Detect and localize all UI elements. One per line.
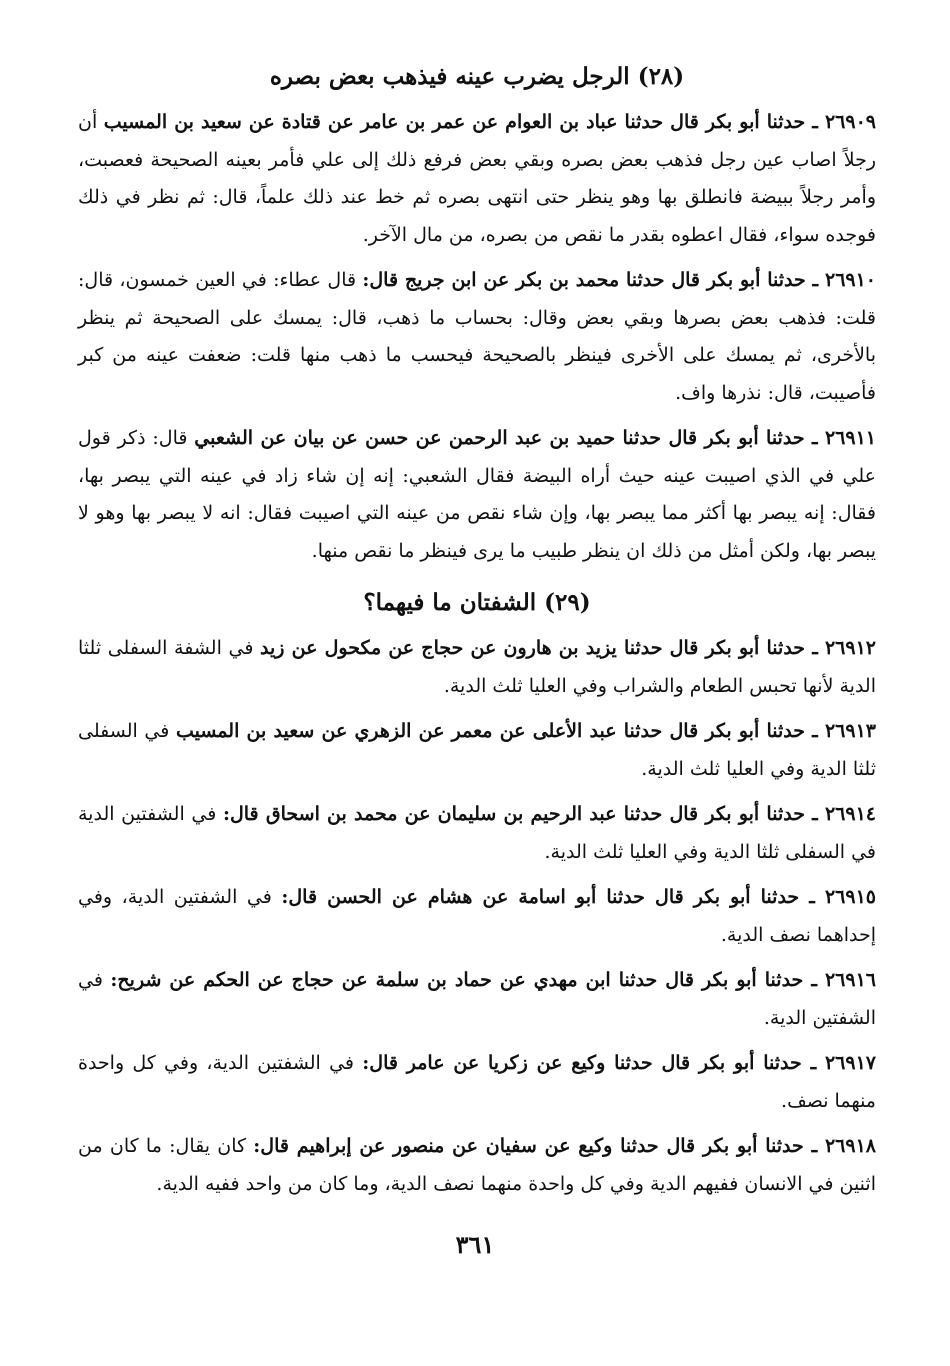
hadith-entry (78, 796, 876, 871)
hadith-entry (78, 879, 876, 954)
hadith-entry (78, 962, 876, 1037)
entry-text: في الشفتين الدية، وفي كل واحدة منهما نصف. (78, 1052, 876, 1112)
hadith-entry (78, 1128, 876, 1203)
page-number: ٣٦١ (455, 1230, 495, 1259)
entry-text: أن رجلاً اصاب عين رجل فذهب بعض بصره وبقي بعض فرفع ذلك إلى علي فأمر بعينه الصحيحة فعصبت، وأمر رجلاً ببيضة فانطلق بها وهو ينظر حتى انتهى بصره ثم خط عند ذلك علماً، قال: ثم نظر في ذلك فوجده سواء، فقال اعطوه بقدر ما نقص من بصره، من مال الآخر. (78, 111, 876, 246)
entry-text: في الشفتين الدية في السفلى ثلثا الدية وفي العليا ثلث الدية. (78, 803, 876, 863)
hadith-entry (78, 420, 876, 570)
hadith-entry (78, 630, 876, 705)
hadith-entry (78, 262, 876, 412)
entry-chain: ـ حدثنا أبو بكر قال حدثنا أبو اسامة عن هشام عن الحسن قال: (281, 886, 825, 908)
entry-chain: ـ حدثنا أبو بكر قال حدثنا يزيد بن هارون عن حجاج عن مكحول عن زيد (260, 637, 825, 659)
entry-number: ٢٦٩١٠ (824, 269, 877, 291)
entry-chain: ـ حدثنا أبو بكر قال حدثنا عباد بن العوام عن عمر بن عامر عن قتادة عن سعيد بن المسيب (103, 111, 825, 133)
entry-number: ٢٦٩١٤ (824, 803, 876, 825)
entry-text: في السفلى ثلثا الدية وفي العليا ثلث الدية. (78, 720, 876, 780)
entry-text: في الشفتين الدية. (78, 969, 876, 1029)
document-page (78, 60, 876, 1211)
entry-chain: ـ حدثنا أبو بكر قال حدثنا عبد الرحيم بن سليمان عن محمد بن اسحاق قال: (222, 803, 825, 825)
entry-text: في الشفة السفلى ثلثا الدية لأنها تحبس الطعام والشراب وفي العليا ثلث الدية. (78, 637, 876, 697)
entry-number: ٢٦٩١٧ (824, 1052, 876, 1074)
entry-number: ٢٦٩١٢ (824, 637, 876, 659)
hadith-entry (78, 1045, 876, 1120)
entry-chain: ـ حدثنا أبو بكر قال حدثنا حميد بن عبد الرحمن عن حسن عن بيان عن الشعبي (194, 427, 825, 449)
entry-text: كان يقال: ما كان من اثنين في الانسان ففيهم الدية وفي كل واحدة منهما نصف الدية، وما كان من واحد ففيه الدية. (78, 1135, 876, 1195)
hadith-entry (78, 104, 876, 254)
entry-text: قال: ذكر قول علي في الذي اصيبت عينه حيث أراه البيضة فقال الشعبي: إنه إن شاء زاد في عينه التي يبصر بها، فقال: إنه يبصر بها أكثر مما يبصر بها، وإن شاء نقص من عينه التي اصيبت فقال: انه لا يبصر بها وهو لا يبصر بها، ولكن أمثل من ذلك ان ينظر طبيب ما يرى فينظر ما نقص منها. (78, 427, 876, 562)
entry-number: ٢٦٩١١ (824, 427, 876, 449)
entry-chain: ـ حدثنا أبو بكر قال حدثنا وكيع عن سفيان عن منصور عن إبراهيم قال: (253, 1135, 825, 1157)
entry-number: ٢٦٩٠٩ (824, 111, 876, 133)
section-heading: (٢٨) الرجل يضرب عينه فيذهب بعض بصره (269, 63, 685, 90)
entry-chain: ـ حدثنا أبو بكر قال حدثنا ابن مهدي عن حماد بن سلمة عن حجاج عن الحكم عن شريح: (110, 969, 825, 991)
entry-text: في الشفتين الدية، وفي إحداهما نصف الدية. (78, 886, 876, 946)
entry-number: ٢٦٩١٥ (824, 886, 876, 908)
entry-text: قال عطاء: في العين خمسون، قال: قلت: فذهب بعض بصرها وبقي بعض وقال: بحساب ما ذهب، قال: يمسك على الصحيحة ثم ينظر بالأخرى، ثم يمسك على الأخرى فينظر بالصحيحة فيحسب ما ذهب منها قلت: ضعفت عينه من كبر فأصيبت، قال: نذرها واف. (78, 269, 876, 404)
entry-chain: ـ حدثنا أبو بكر قال حدثنا محمد بن بكر عن ابن جريج قال: (362, 269, 825, 291)
entry-number: ٢٦٩١٣ (824, 720, 876, 742)
entry-number: ٢٦٩١٨ (824, 1135, 876, 1157)
entry-chain: ـ حدثنا أبو بكر قال حدثنا وكيع عن زكريا عن عامر قال: (362, 1052, 825, 1074)
entry-number: ٢٦٩١٦ (824, 969, 876, 991)
entry-chain: ـ حدثنا أبو بكر قال حدثنا عبد الأعلى عن معمر عن الزهري عن سعيد بن المسيب (175, 720, 825, 742)
hadith-entry (78, 713, 876, 788)
section-heading: (٢٩) الشفتان ما فيهما؟ (363, 589, 591, 616)
